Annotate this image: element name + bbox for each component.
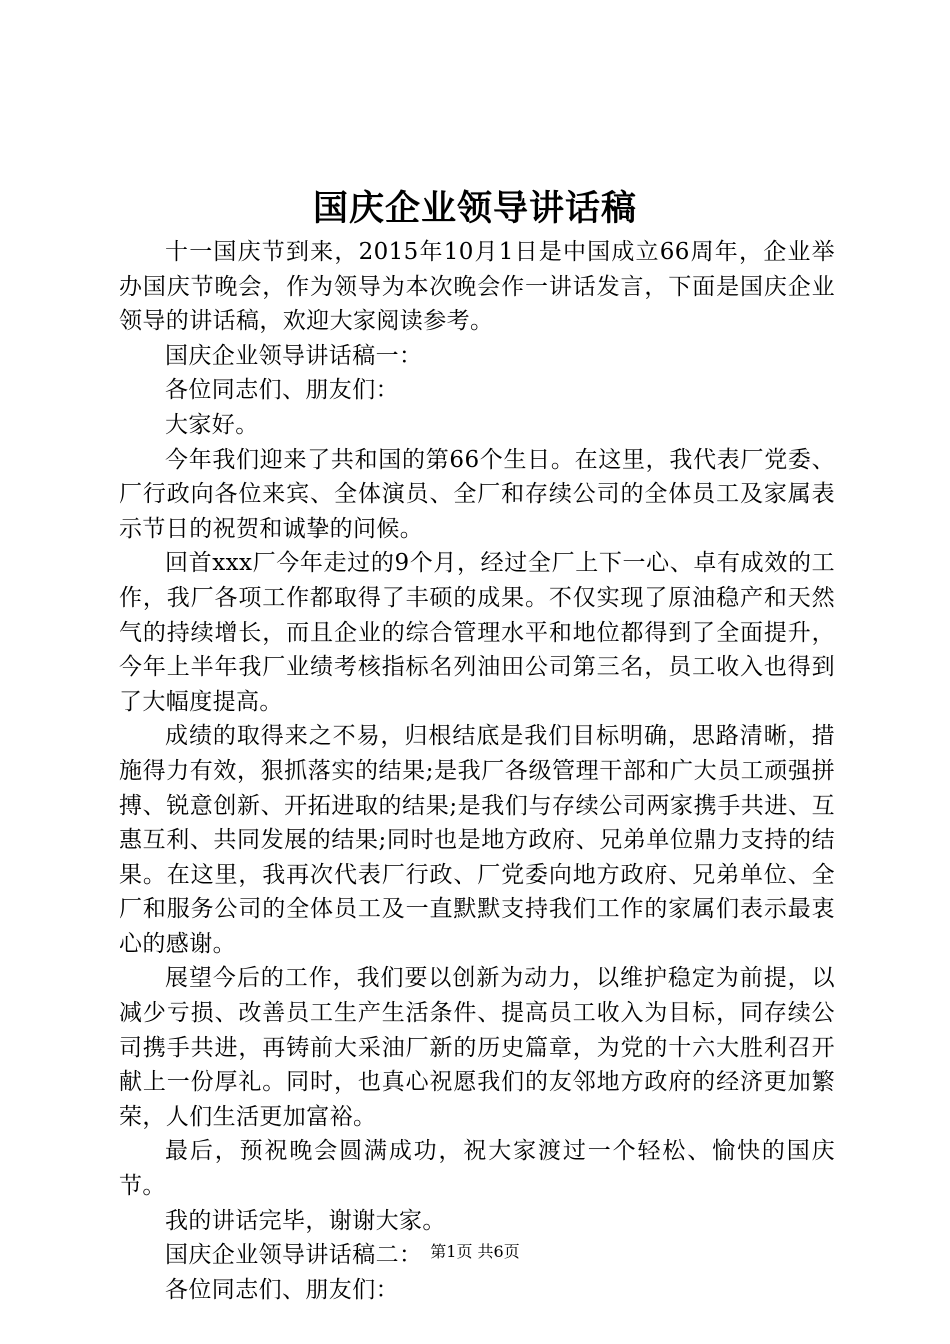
salutation: 各位同志们、朋友们： (165, 377, 399, 404)
document-body (119, 235, 835, 1307)
body-paragraph: 成绩的取得来之不易，归根结底是我们目标明确，思路清晰，措施得力有效，狠抓落实的结果;是我厂各级管理干部和广大员工顽强拼搏、锐意创新、开拓进取的结果;是我们与存续公司两家携手共进、互惠互利、共同发展的结果;同时也是地方政府、兄弟单位鼎力支持的结果。在这里，我再次代表厂行政、厂党委向地方政府、兄弟单位、全厂和服务公司的全体员工及一直默默支持我们工作的家属们表示最衷心的感谢。 (119, 723, 835, 957)
greeting: 大家好。 (165, 411, 259, 438)
section-heading-speech-two: 国庆企业领导讲话稿二： (165, 1242, 423, 1269)
page-number: 第1页 共6页 (430, 1242, 520, 1261)
body-paragraph: 回首xxx厂今年走过的9个月，经过全厂上下一心、卓有成效的工作，我厂各项工作都取得了丰硕的成果。不仅实现了原油稳产和天然气的持续增长，而且企业的综合管理水平和地位都得到了全面提升，今年上半年我厂业绩考核指标名列油田公司第三名，员工收入也得到了大幅度提高。 (119, 550, 835, 715)
body-paragraph: 今年我们迎来了共和国的第66个生日。在这里，我代表厂党委、厂行政向各位来宾、全体演员、全厂和存续公司的全体员工及家属表示节日的祝贺和诚挚的问候。 (119, 446, 835, 542)
document-title: 国庆企业领导讲话稿 (312, 188, 637, 229)
closing-paragraph: 最后，预祝晚会圆满成功，祝大家渡过一个轻松、愉快的国庆节。 (119, 1138, 835, 1200)
intro-paragraph: 十一国庆节到来，2015年10月1日是中国成立66周年，企业举办国庆节晚会，作为领导为本次晚会作一讲话发言，下面是国庆企业领导的讲话稿，欢迎大家阅读参考。 (119, 239, 835, 335)
closing-line: 我的讲话完毕，谢谢大家。 (165, 1207, 446, 1234)
section-heading-speech-one: 国庆企业领导讲话稿一： (165, 342, 423, 369)
body-paragraph: 展望今后的工作，我们要以创新为动力，以维护稳定为前提，以减少亏损、改善员工生产生活条件、提高员工收入为目标，同存续公司携手共进，再铸前大采油厂新的历史篇章，为党的十六大胜利召开献上一份厚礼。同时，也真心祝愿我们的友邻地方政府的经济更加繁荣，人们生活更加富裕。 (119, 965, 835, 1130)
salutation: 各位同志们、朋友们： (165, 1276, 399, 1303)
